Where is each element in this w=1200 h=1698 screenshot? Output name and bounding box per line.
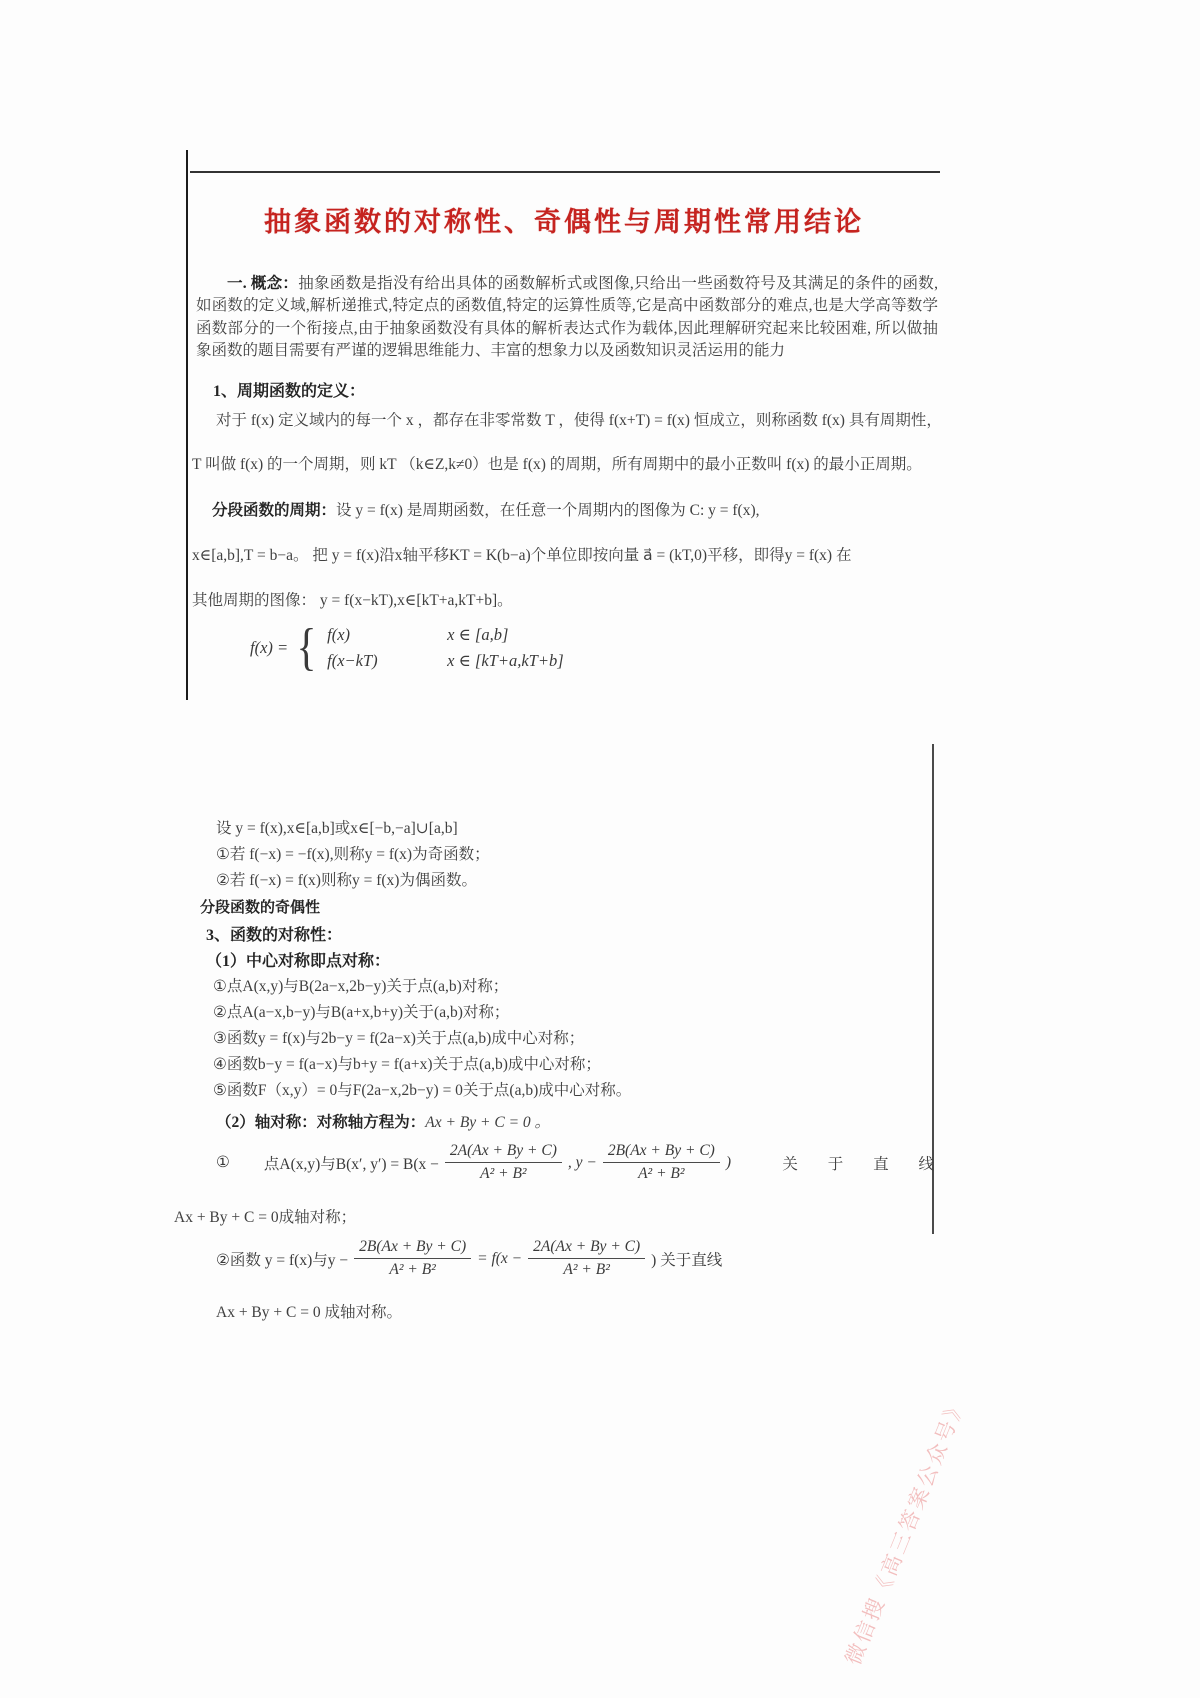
heading-segment-parity: 分段函数的奇偶性 xyxy=(200,900,321,916)
piecewise-case-row xyxy=(327,625,564,645)
watermark-text: 微信搜《高三答案公众号》 xyxy=(840,1392,971,1669)
segment-period-line2: x∈[a,b],T = b−a。 把 y = f(x)沿x轴平移KT = K(b−a)个单位即按向量 a⃗ = (kT,0)平移，即得y = f(x) 在 xyxy=(192,547,852,564)
fraction xyxy=(354,1238,471,1279)
fraction xyxy=(528,1238,645,1279)
axis-line-equation: Ax + By + C = 0 。 xyxy=(425,1114,551,1131)
page-title: 抽象函数的对称性、奇偶性与周期性常用结论 xyxy=(264,207,864,237)
center-symmetry-item: ①点A(x,y)与B(2a−x,2b−y)关于点(a,b)对称； xyxy=(213,978,509,995)
case2-domain: x ∈ [kT+a,kT+b] xyxy=(447,651,564,670)
center-symmetry-item: ④函数b−y = f(a−x)与b+y = f(a+x)关于点(a,b)成中心对称； xyxy=(213,1056,601,1073)
axis1-prefix: 点A(x,y)与B(x′, y′) = B(x − xyxy=(263,1155,439,1173)
fraction-numerator: 2B(Ax + By + C) xyxy=(354,1238,471,1259)
axis-symmetry-formula-1 xyxy=(216,1142,934,1183)
axis2-suffix: ) 关于直线 xyxy=(651,1251,723,1269)
heading-center-symmetry: （1）中心对称即点对称： xyxy=(206,953,391,970)
piecewise-case-row xyxy=(327,651,564,671)
axis1-continuation: Ax + By + C = 0成轴对称； xyxy=(174,1209,357,1226)
axis2-continuation: Ax + By + C = 0 成轴对称。 xyxy=(216,1304,402,1321)
center-symmetry-item: ③函数y = f(x)与2b−y = f(2a−x)关于点(a,b)成中心对称； xyxy=(213,1030,585,1047)
odd-function-item: ①若 f(−x) = −f(x),则称y = f(x)为奇函数； xyxy=(216,846,490,863)
fraction-denominator: A² + B² xyxy=(389,1261,436,1278)
segment-period-label: 分段函数的周期： xyxy=(212,502,337,519)
axis1-mid: , y − xyxy=(567,1153,597,1171)
segment-period-line3: 其他周期的图像： y = f(x−kT),x∈[kT+a,kT+b]。 xyxy=(192,592,513,609)
concept-paragraph xyxy=(196,273,938,363)
axis-symmetry-label: （2）轴对称：对称轴方程为： xyxy=(216,1114,426,1131)
segment-period-line xyxy=(212,498,760,520)
parity-intro-line: 设 y = f(x),x∈[a,b]或x∈[−b,−a]∪[a,b] xyxy=(216,820,458,837)
axis1-suffix: ) xyxy=(725,1153,731,1171)
header-divider-line xyxy=(190,171,940,173)
case2-expression: f(x−kT) xyxy=(327,651,378,670)
even-function-item: ②若 f(−x) = f(x)则称y = f(x)为偶函数。 xyxy=(216,872,477,889)
heading-axis-symmetry xyxy=(216,1110,550,1132)
fraction xyxy=(445,1142,562,1183)
fraction-numerator: 2A(Ax + By + C) xyxy=(528,1238,645,1259)
period-definition-line2: T 叫做 f(x) 的一个周期，则 kT （k∈Z,k≠0）也是 f(x) 的周期，所有周期中的最小正数叫 f(x) 的最小正周期。 xyxy=(192,456,922,473)
center-symmetry-item: ⑤函数F（x,y）= 0与F(2a−x,2b−y) = 0关于点(a,b)成中心对称。 xyxy=(213,1082,632,1099)
period-definition-line1: 对于 f(x) 定义域内的每一个 x ，都存在非零常数 T ，使得 f(x+T) = f(x) 恒成立，则称函数 f(x) 具有周期性， xyxy=(216,412,942,429)
fraction-denominator: A² + B² xyxy=(638,1165,685,1182)
item-marker: ① xyxy=(216,1154,230,1171)
left-brace-glyph: { xyxy=(296,619,317,676)
fraction-numerator: 2A(Ax + By + C) xyxy=(445,1142,562,1163)
case1-expression: f(x) xyxy=(327,625,351,644)
case1-domain: x ∈ [a,b] xyxy=(447,625,509,644)
axis2-prefix: ②函数 y = f(x)与y − xyxy=(216,1251,349,1269)
axis-symmetry-formula-2 xyxy=(216,1238,722,1279)
fraction xyxy=(603,1142,720,1183)
fraction-numerator: 2B(Ax + By + C) xyxy=(603,1142,720,1163)
heading-periodic-definition: 1、周期函数的定义： xyxy=(213,383,366,400)
fraction-denominator: A² + B² xyxy=(480,1165,527,1182)
center-symmetry-item: ②点A(a−x,b−y)与B(a+x,b+y)关于(a,b)对称； xyxy=(213,1004,510,1021)
segment-period-intro: 设 y = f(x) 是周期函数，在任意一个周期内的图像为 C: y = f(x), xyxy=(336,502,760,519)
concept-label: 一. 概念： xyxy=(227,274,299,292)
piecewise-lhs: f(x) = xyxy=(250,638,289,657)
piecewise-formula xyxy=(250,619,564,676)
heading-function-symmetry: 3、函数的对称性： xyxy=(206,927,343,944)
concept-text: 抽象函数是指没有给出具体的函数解析式或图像,只给出一些函数符号及其满足的条件的函数,如函数的定义域,解析递推式,特定点的函数值,特定的运算性质等,它是高中函数部分的难点,也是大学高等数学函数部分的一个衔接点,由于抽象函数没有具体的解析表达式作为载体,因此理解研究起来比较困难, 所以做抽象函数的题目需要有严谨的逻辑思维能力、丰富的想象力以及函数知识灵活运用的能力 xyxy=(196,274,938,359)
left-border-line xyxy=(186,150,188,700)
axis2-mid: = f(x − xyxy=(477,1249,523,1267)
axis1-tail: 关 于 直 线 xyxy=(782,1155,934,1173)
fraction-denominator: A² + B² xyxy=(563,1261,610,1278)
